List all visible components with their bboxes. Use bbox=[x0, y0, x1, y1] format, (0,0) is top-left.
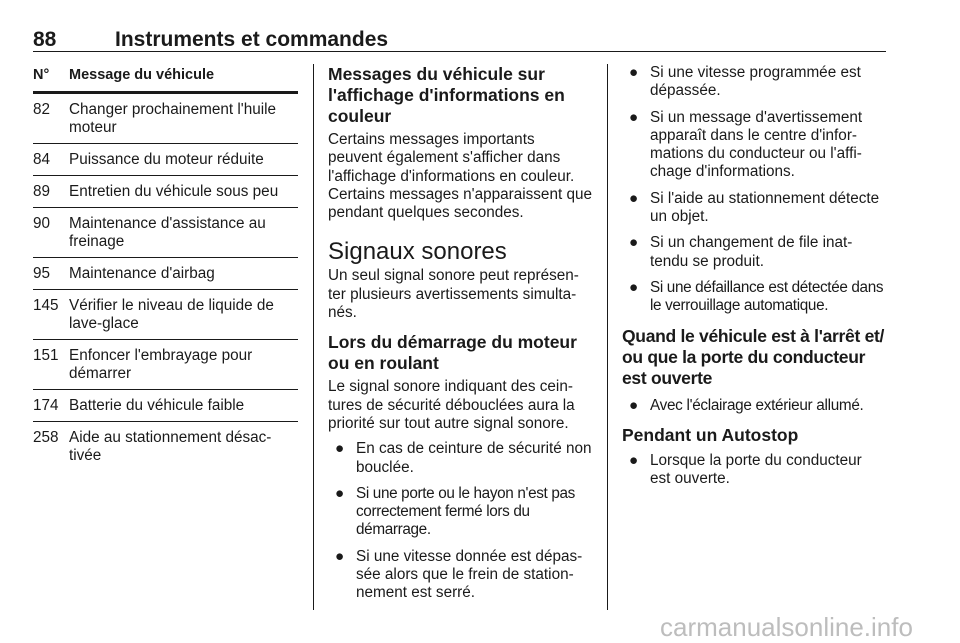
section-heading: Quand le véhicule est à l'arrêt et/ ou que la porte du conducteur est ouverte bbox=[622, 325, 885, 388]
column-header-number: N° bbox=[33, 67, 50, 83]
bullet-icon: ● bbox=[629, 234, 639, 252]
message-number: 89 bbox=[33, 183, 51, 200]
page-header bbox=[33, 28, 886, 52]
table-row bbox=[33, 144, 298, 176]
table-row bbox=[33, 176, 298, 208]
message-number: 145 bbox=[33, 297, 59, 314]
bullet-icon: ● bbox=[629, 64, 639, 81]
section-title: Signaux sonores bbox=[328, 238, 507, 266]
message-text: Maintenance d'airbag bbox=[69, 265, 215, 282]
table-body bbox=[33, 94, 298, 471]
table-row bbox=[33, 258, 298, 290]
list-item: ● Si une vitesse donnée est dépas-sée alors que le frein de station-nement est serré. bbox=[335, 547, 583, 602]
bullet-icon: ● bbox=[335, 547, 345, 565]
watermark: carmanualsonline.info bbox=[660, 612, 913, 642]
message-text: Vérifier le niveau de liquide de lave-glace bbox=[69, 297, 274, 332]
bullet-icon: ● bbox=[335, 440, 345, 458]
column-header-message: Message du véhicule bbox=[69, 67, 215, 83]
message-text: Enfoncer l'embrayage pour démarrer bbox=[69, 347, 253, 382]
paragraph: Le signal sonore indiquant des cein-tures de sécurité débouclées aura la priorité sur tout autre signal sonore. bbox=[328, 378, 575, 432]
message-number: 90 bbox=[33, 215, 51, 232]
bullet-list bbox=[622, 64, 886, 316]
list-item: ● Si une porte ou le hayon n'est pas correctement fermé lors du démarrage. bbox=[335, 484, 575, 539]
table-row bbox=[33, 340, 298, 390]
list-item: ● Si une défaillance est détectée dans le verrouillage automatique. bbox=[629, 278, 884, 315]
message-number: 95 bbox=[33, 265, 51, 282]
message-text: Aide au stationnement désac-tivée bbox=[69, 429, 272, 464]
header-rule bbox=[33, 51, 886, 52]
bullet-icon: ● bbox=[629, 108, 639, 126]
bullet-icon: ● bbox=[629, 278, 639, 296]
table-row bbox=[33, 390, 298, 422]
bullet-list bbox=[328, 440, 593, 602]
table-row bbox=[33, 208, 298, 258]
bullet-icon: ● bbox=[335, 484, 345, 502]
section-heading: Lors du démarrage du moteur ou en roulant bbox=[328, 332, 577, 374]
paragraph: Un seul signal sonore peut représen-ter plusieurs avertissements simulta-nés. bbox=[328, 267, 579, 322]
message-number: 174 bbox=[33, 397, 59, 414]
message-text: Changer prochainement l'huile moteur bbox=[69, 101, 277, 136]
column-divider bbox=[607, 64, 608, 610]
list-item: ● Si une vitesse programmée est dépassée. bbox=[629, 64, 861, 100]
bullet-list bbox=[622, 452, 886, 489]
column-2 bbox=[328, 64, 593, 611]
vehicle-message-table bbox=[33, 64, 298, 471]
message-text: Batterie du véhicule faible bbox=[69, 397, 245, 414]
list-item: ● Si un message d'avertissement apparaît dans le centre d'infor-mations du conducteur ou l'affi-chage d'informations. bbox=[629, 108, 863, 181]
column-3 bbox=[622, 64, 886, 496]
table-header bbox=[33, 64, 298, 89]
paragraph: Certains messages importants peuvent également s'afficher dans l'affichage d'informations en couleur. Certains messages n'apparaissent que pendant quelques secondes. bbox=[328, 131, 592, 222]
message-number: 258 bbox=[33, 429, 59, 446]
table-row bbox=[33, 422, 298, 471]
column-divider bbox=[313, 64, 314, 610]
message-text: Maintenance d'assistance au freinage bbox=[69, 215, 266, 250]
section-heading: Pendant un Autostop bbox=[622, 424, 799, 445]
page-number: 88 bbox=[33, 28, 57, 51]
message-text: Puissance du moteur réduite bbox=[69, 151, 264, 168]
list-item: ● Lorsque la porte du conducteur est ouverte. bbox=[629, 451, 862, 488]
message-text: Entretien du véhicule sous peu bbox=[69, 183, 279, 200]
table-row bbox=[33, 94, 298, 144]
list-item: ● En cas de ceinture de sécurité non bouclée. bbox=[335, 440, 592, 476]
bullet-icon: ● bbox=[629, 451, 639, 469]
bullet-icon: ● bbox=[629, 396, 639, 414]
message-number: 151 bbox=[33, 347, 59, 364]
page-title: Instruments et commandes bbox=[115, 28, 389, 51]
section-heading: Messages du véhicule sur l'affichage d'informations en couleur bbox=[328, 64, 565, 126]
list-item: ● Si un changement de file inat-tendu se produit. bbox=[629, 234, 853, 270]
bullet-list bbox=[622, 397, 886, 415]
list-item: ● Avec l'éclairage extérieur allumé. bbox=[629, 396, 864, 414]
message-number: 84 bbox=[33, 151, 51, 168]
list-item: ● Si l'aide au stationnement détecte un objet. bbox=[629, 189, 880, 226]
table-row bbox=[33, 290, 298, 340]
message-number: 82 bbox=[33, 101, 51, 118]
bullet-icon: ● bbox=[629, 189, 639, 207]
